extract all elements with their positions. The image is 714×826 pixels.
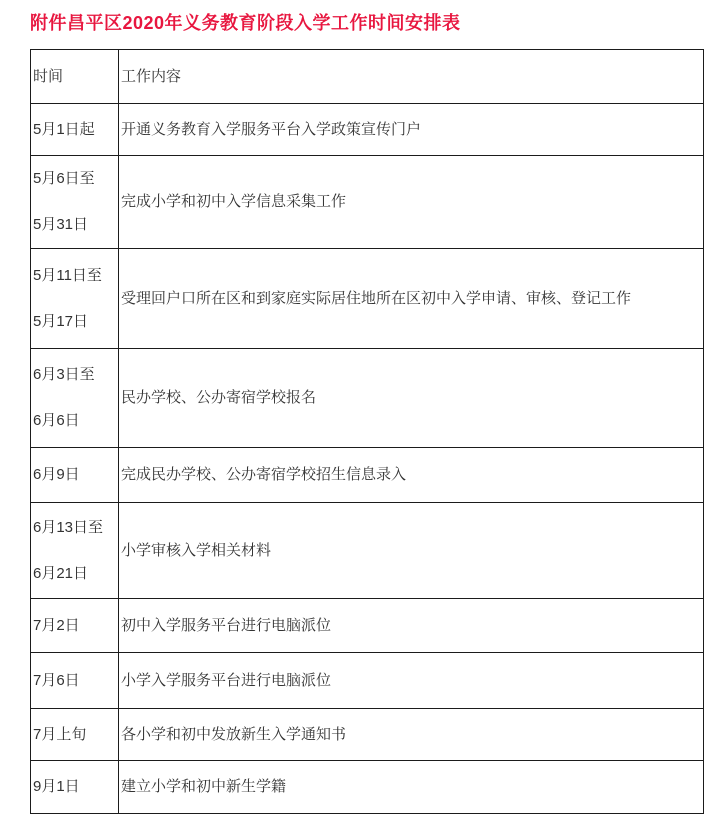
content-cell — [119, 653, 704, 709]
content-text: 受理回户口所在区和到家庭实际居住地所在区初中入学申请、审核、登记工作 — [121, 289, 632, 307]
content-cell — [119, 104, 704, 156]
time-text: 7月上旬 — [33, 725, 87, 743]
time-cell — [31, 503, 119, 599]
schedule-table — [30, 49, 704, 814]
time-text: 6月3日至 — [33, 366, 95, 383]
content-cell — [119, 156, 704, 249]
time-cell — [31, 599, 119, 653]
table-row — [31, 156, 704, 249]
time-cell — [31, 761, 119, 814]
content-cell — [119, 349, 704, 448]
content-cell — [119, 761, 704, 814]
time-text: 6月21日 — [33, 564, 89, 582]
column-header-time: 时间 — [31, 50, 119, 104]
time-text: 6月6日 — [33, 412, 80, 429]
table-row — [31, 653, 704, 709]
table-row — [31, 448, 704, 503]
table-row — [31, 599, 704, 653]
table-row — [31, 709, 704, 761]
time-cell — [31, 249, 119, 349]
time-text: 5月11日至 — [33, 266, 102, 284]
content-text: 小学审核入学相关材料 — [121, 541, 272, 559]
time-cell — [31, 156, 119, 249]
time-cell — [31, 349, 119, 448]
table-row — [31, 761, 704, 814]
content-text: 小学入学服务平台进行电脑派位 — [121, 671, 332, 689]
content-cell — [119, 599, 704, 653]
table-row — [31, 503, 704, 599]
time-text: 7月6日 — [33, 671, 80, 689]
time-text: 5月17日 — [33, 312, 89, 330]
time-cell — [31, 709, 119, 761]
content-text: 民办学校、公办寄宿学校报名 — [121, 389, 317, 406]
content-cell — [119, 249, 704, 349]
table-row — [31, 104, 704, 156]
content-text: 建立小学和初中新生学籍 — [121, 778, 287, 795]
time-text: 9月1日 — [33, 778, 80, 795]
content-cell — [119, 709, 704, 761]
time-text: 6月13日至 — [33, 518, 104, 536]
table-header-row — [31, 50, 704, 104]
table-row — [31, 349, 704, 448]
time-text: 5月6日至 — [33, 170, 95, 187]
page-title: 附件昌平区2020年义务教育阶段入学工作时间安排表 — [30, 13, 461, 33]
time-text: 5月31日 — [33, 216, 89, 233]
column-header-content: 工作内容 — [119, 50, 704, 104]
time-cell — [31, 448, 119, 503]
table-row — [31, 249, 704, 349]
time-text: 5月1日起 — [33, 120, 95, 138]
content-cell — [119, 503, 704, 599]
content-text: 完成民办学校、公办寄宿学校招生信息录入 — [121, 466, 407, 483]
time-text: 7月2日 — [33, 616, 80, 634]
time-cell — [31, 653, 119, 709]
time-text: 6月9日 — [33, 466, 80, 483]
time-cell — [31, 104, 119, 156]
content-text: 初中入学服务平台进行电脑派位 — [121, 616, 332, 634]
content-text: 开通义务教育入学服务平台入学政策宣传门户 — [121, 120, 422, 138]
content-cell — [119, 448, 704, 503]
content-text: 完成小学和初中入学信息采集工作 — [121, 193, 347, 210]
content-text: 各小学和初中发放新生入学通知书 — [121, 725, 347, 743]
